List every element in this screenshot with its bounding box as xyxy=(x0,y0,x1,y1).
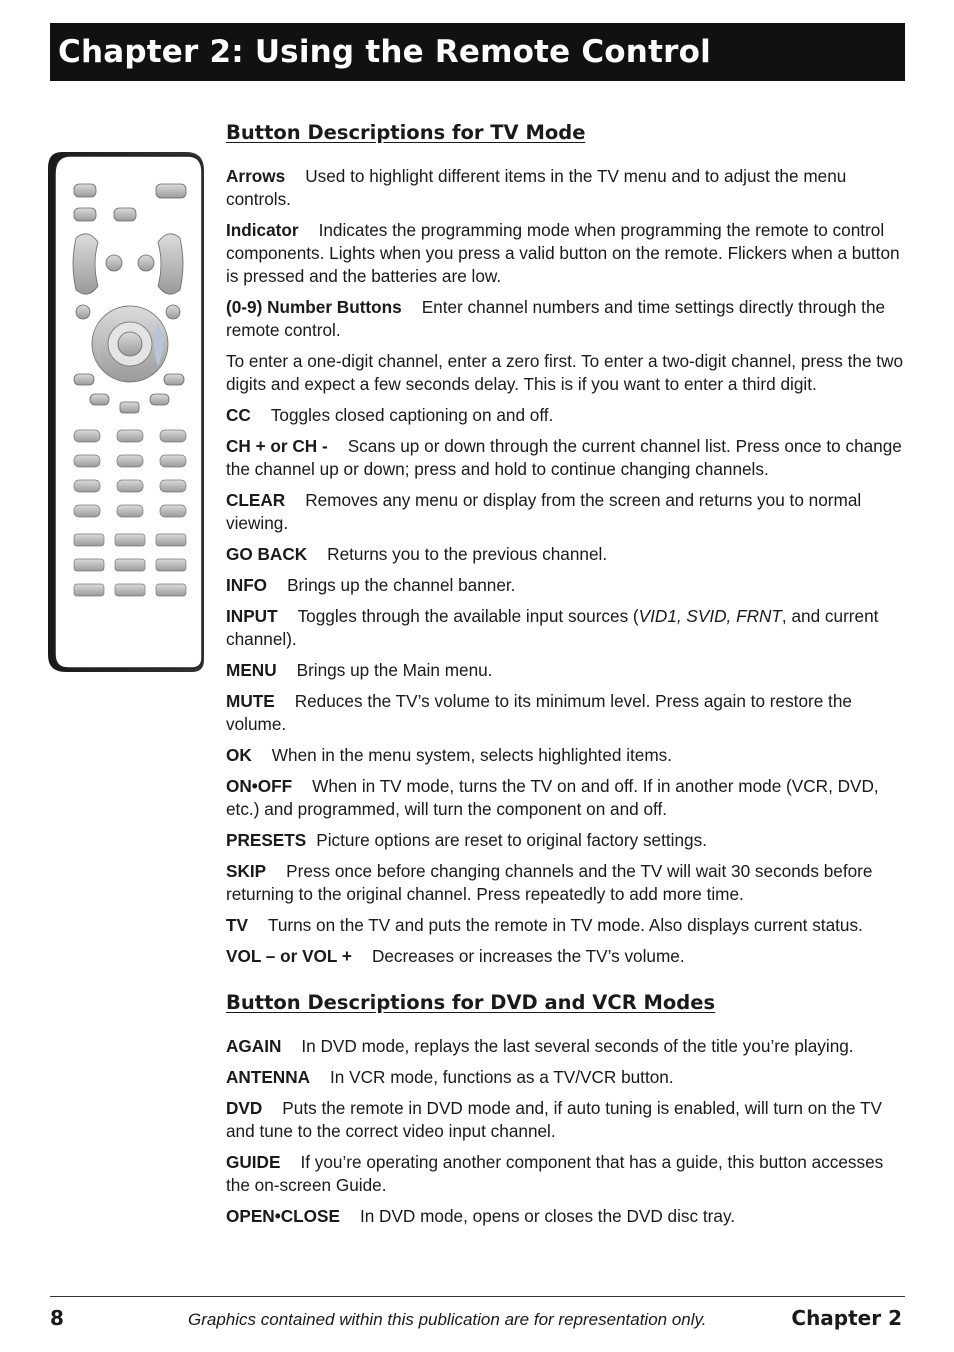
entry-desc: Removes any menu or display from the screen and returns you to normal viewing. xyxy=(226,490,862,533)
entry-term: MENU xyxy=(226,660,277,680)
remote-control-illustration xyxy=(46,150,208,674)
entry-mute xyxy=(226,690,906,736)
entry-desc: Decreases or increases the TV’s volume. xyxy=(371,946,685,966)
entry-desc: Enter channel numbers and time settings directly through the remote control. xyxy=(226,297,886,340)
entry-ok xyxy=(226,744,906,767)
entry-term: PRESETS xyxy=(226,830,307,850)
entry-term: ANTENNA xyxy=(226,1067,311,1087)
entry-on-off xyxy=(226,775,906,821)
page-number: 8 xyxy=(50,1306,64,1330)
chapter-title-bar xyxy=(50,23,905,81)
entry-indicator xyxy=(226,219,906,288)
entry-term: CH + or CH - xyxy=(226,436,328,456)
entry-guide xyxy=(226,1151,906,1197)
entry-term: Arrows xyxy=(226,166,286,186)
entry-desc-italic: VID1, SVID, FRNT xyxy=(638,606,782,626)
entry-desc: Scans up or down through the current channel list. Press once to change the channel up or down; press and hold to continue changing channels. xyxy=(226,436,902,479)
entry-presets xyxy=(226,829,906,852)
entry-term: TV xyxy=(226,915,248,935)
entry-term: INPUT xyxy=(226,606,278,626)
entry-desc: Puts the remote in DVD mode and, if auto tuning is enabled, will turn on the TV and tune to the correct video input channel. xyxy=(226,1098,882,1141)
entry-term: MUTE xyxy=(226,691,275,711)
entry-again xyxy=(226,1035,906,1058)
entry-desc: Reduces the TV’s volume to its minimum level. Press again to restore the volume. xyxy=(226,691,852,734)
entry-term: ON•OFF xyxy=(226,776,293,796)
entry-skip xyxy=(226,860,906,906)
entry-arrows xyxy=(226,165,906,211)
entry-input xyxy=(226,605,906,651)
entry-menu xyxy=(226,659,906,682)
entry-term: DVD xyxy=(226,1098,263,1118)
entry-dvd xyxy=(226,1097,906,1143)
main-content xyxy=(226,118,906,1236)
entry-desc: If you’re operating another component that has a guide, this button accesses the on-screen Guide. xyxy=(226,1152,884,1195)
entry-antenna xyxy=(226,1066,906,1089)
entry-open-close xyxy=(226,1205,906,1228)
entry-clear xyxy=(226,489,906,535)
entry-term: Indicator xyxy=(226,220,299,240)
entry-info xyxy=(226,574,906,597)
entry-cc xyxy=(226,404,906,427)
entry-desc: Returns you to the previous channel. xyxy=(327,544,608,564)
entry-term: OPEN•CLOSE xyxy=(226,1206,340,1226)
entry-desc: When in TV mode, turns the TV on and off. If in another mode (VCR, DVD, etc.) and programmed, will turn the component on and off. xyxy=(226,776,879,819)
entry-desc-pre: Toggles through the available input sources ( xyxy=(297,606,639,626)
entry-term: VOL – or VOL + xyxy=(226,946,352,966)
entry-paragraph-digits: To enter a one-digit channel, enter a zero first. To enter a two-digit channel, press the two digits and expect a few seconds delay. This is if you want to enter a third digit. xyxy=(226,351,904,394)
entry-vol xyxy=(226,945,906,968)
entry-ch xyxy=(226,435,906,481)
entry-desc: Turns on the TV and puts the remote in TV mode. Also displays current status. xyxy=(267,915,863,935)
entry-desc: In DVD mode, replays the last several seconds of the title you’re playing. xyxy=(301,1036,854,1056)
entry-go-back xyxy=(226,543,906,566)
entry-term: OK xyxy=(226,745,252,765)
entry-desc: Toggles closed captioning on and off. xyxy=(270,405,554,425)
entry-desc: Indicates the programming mode when programming the remote to control components. Lights when you press a valid button on the remote. Flickers when a button is pressed and the batteries are low. xyxy=(226,220,900,286)
entry-term: CLEAR xyxy=(226,490,286,510)
entry-desc: Picture options are reset to original factory settings. xyxy=(316,830,707,850)
entry-desc: Brings up the channel banner. xyxy=(287,575,516,595)
entry-term: CC xyxy=(226,405,251,425)
tv-section-title: Button Descriptions for TV Mode xyxy=(226,121,586,144)
entry-term: GUIDE xyxy=(226,1152,281,1172)
footer-chapter-label: Chapter 2 xyxy=(791,1306,902,1330)
entry-term: INFO xyxy=(226,575,268,595)
entry-desc: When in the menu system, selects highlighted items. xyxy=(271,745,673,765)
entry-term: GO BACK xyxy=(226,544,308,564)
entry-number-buttons xyxy=(226,296,906,342)
entry-desc: Press once before changing channels and the TV will wait 30 seconds before returning to the original channel. Press repeatedly to add more time. xyxy=(226,861,873,904)
entry-term: (0-9) Number Buttons xyxy=(226,297,402,317)
footer-note: Graphics contained within this publication are for representation only. xyxy=(188,1310,707,1329)
entry-desc: Brings up the Main menu. xyxy=(296,660,493,680)
chapter-title: Chapter 2: Using the Remote Control xyxy=(58,34,711,70)
entry-term: AGAIN xyxy=(226,1036,282,1056)
entry-term: SKIP xyxy=(226,861,267,881)
entry-tv xyxy=(226,914,906,937)
entry-desc: In DVD mode, opens or closes the DVD disc tray. xyxy=(359,1206,736,1226)
footer-divider xyxy=(50,1296,905,1297)
dvd-section-title: Button Descriptions for DVD and VCR Modes xyxy=(226,991,716,1014)
entry-desc: In VCR mode, functions as a TV/VCR button. xyxy=(330,1067,674,1087)
entry-desc: Used to highlight different items in the TV menu and to adjust the menu controls. xyxy=(226,166,847,209)
entry-desc-post: , and current channel). xyxy=(226,606,879,649)
